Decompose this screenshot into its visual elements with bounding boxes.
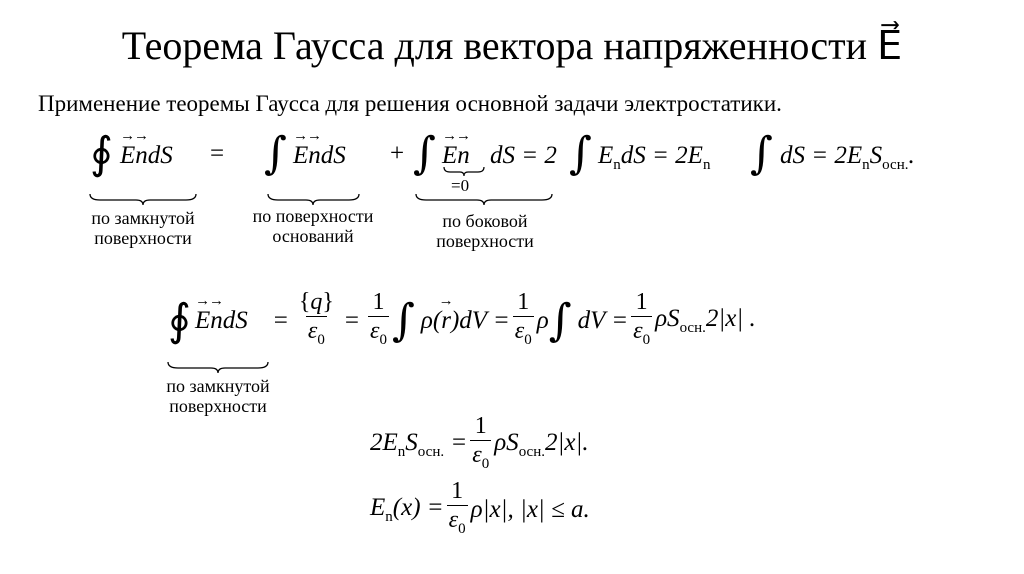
label-eq-zero: =0 — [451, 176, 470, 195]
equation-3: $2E_nS_{осн.}$ = $\frac{1}{\varepsilon_0}$ $\rho S_{осн.}2|x|$. — [370, 413, 589, 477]
label-side-surface: по боковой поверхности — [436, 211, 534, 251]
equation-4: $E_n(x)$ = $\frac{1}{\varepsilon_0}$ ρ|x|, |x| ≤ a. — [370, 478, 590, 542]
page-subtitle: Применение теоремы Гаусса для решения основной задачи электростатики. — [38, 91, 782, 116]
label-bases-surface: по поверхности оснований — [252, 206, 374, 246]
page-title: Теорема Гаусса для вектора напряженности E⃗ — [121, 23, 903, 68]
equation-1: ∮ → E→ ndS = ∫ → E→ ndS + ∫ → E→ n dS = 2 ∫ $E_ndS = 2E_n$ ∫ dS = $2E_nS_{осн.}$. — [90, 126, 970, 186]
brace-bases — [266, 192, 361, 206]
label-closed-surface-2: по замкнутой поверхности — [166, 376, 270, 416]
brace-closed-2 — [166, 360, 270, 374]
label-closed-surface-1: по замкнутой поверхности — [91, 208, 195, 248]
brace-side — [414, 192, 554, 206]
equation-2: ∮ → E→ ndS = $\frac{\{q\}}{\varepsilon_0}$ = $\frac{1}{\varepsilon_0}$ ∫ ρ(→ r)dV = $\frac{1}{\varepsilon_0}$ ρ ∫ dV = $\frac{1}{\varepsilon_0}$ $\rho S_{осн.}2|x|$ . — [168, 285, 756, 357]
brace-closed-1 — [88, 192, 198, 206]
